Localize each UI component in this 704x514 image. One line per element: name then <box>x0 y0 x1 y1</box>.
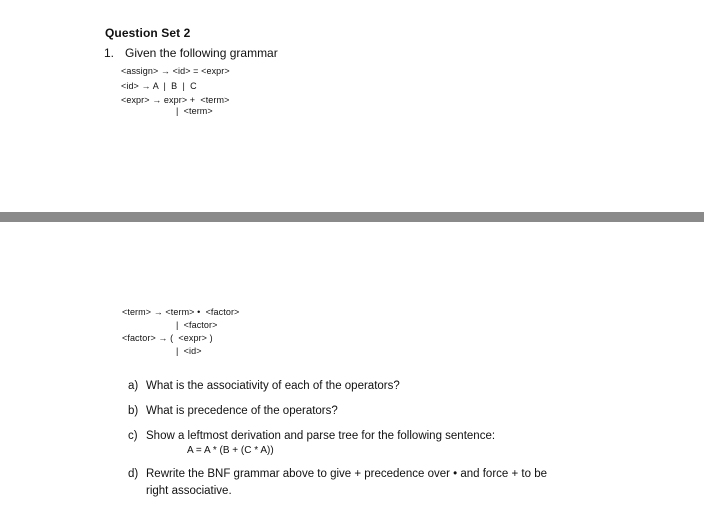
subquestion-text: Show a leftmost derivation and parse tree for the following sentence: <box>146 430 496 442</box>
subquestion-a <box>128 380 400 392</box>
subquestion-label: b) <box>128 405 139 417</box>
subquestion-b <box>128 405 338 417</box>
derivation-sentence: A = A * (B + (C * A)) <box>187 445 274 456</box>
grammar-rule-assign: <assign> → <id> = <expr> <box>121 66 230 76</box>
subquestion-d-continuation: right associative. <box>146 485 232 497</box>
question-number: 1. <box>104 46 115 60</box>
question-text: Given the following grammar <box>125 46 278 60</box>
subquestion-text: What is the associativity of each of the operators? <box>146 380 400 392</box>
grammar-rule-term-alt: | <factor> <box>176 320 218 330</box>
subquestion-label: a) <box>128 380 139 392</box>
subquestion-label: c) <box>128 430 138 442</box>
page-divider <box>0 212 704 222</box>
grammar-rule-expr-alt: | <term> <box>176 106 213 116</box>
subquestion-c <box>128 430 495 442</box>
document-page-bottom <box>0 222 704 514</box>
grammar-rule-id: <id> → A | B | C <box>121 81 197 91</box>
grammar-rule-term: <term> → <term> • <factor> <box>122 307 240 317</box>
document-page-top <box>0 0 704 212</box>
section-title: Question Set 2 <box>105 26 191 40</box>
subquestion-text: Rewrite the BNF grammar above to give + precedence over • and force + to be <box>146 468 547 480</box>
question-1 <box>104 46 278 60</box>
grammar-rule-expr: <expr> → expr> + <term> <box>121 95 230 105</box>
grammar-rule-factor: <factor> → ( <expr> ) <box>122 333 213 343</box>
grammar-rule-factor-alt: | <id> <box>176 346 202 356</box>
subquestion-d <box>128 468 547 480</box>
subquestion-label: d) <box>128 468 139 480</box>
subquestion-text: What is precedence of the operators? <box>146 405 338 417</box>
